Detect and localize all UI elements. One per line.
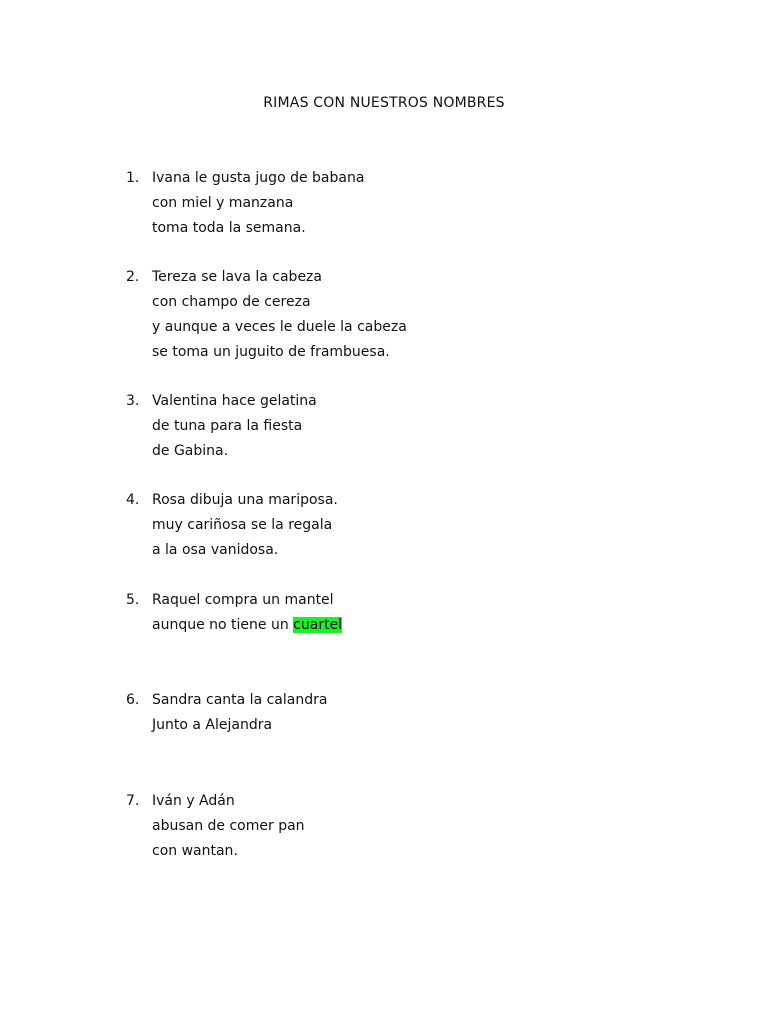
list-item	[126, 166, 646, 241]
list-item	[126, 265, 646, 365]
verse-line: abusan de comer pan	[152, 818, 305, 834]
item-number: 2.	[126, 269, 140, 285]
verse	[152, 265, 646, 365]
verse-line: toma toda la semana.	[152, 220, 306, 236]
verse	[152, 789, 646, 864]
verse	[152, 588, 646, 638]
verse-line: Sandra canta la calandra	[152, 692, 328, 708]
item-number: 1.	[126, 170, 140, 186]
verse-line	[152, 613, 646, 638]
verse-line: muy cariñosa se la regala	[152, 517, 333, 533]
list-item	[126, 488, 646, 563]
verse-line: Rosa dibuja una mariposa.	[152, 492, 338, 508]
verse-line: Iván y Adán	[152, 793, 235, 809]
page-title: RIMAS CON NUESTROS NOMBRES	[263, 95, 505, 111]
verse-line-text: aunque no tiene un	[152, 617, 294, 633]
verse-line: y aunque a veces le duele la cabeza	[152, 319, 407, 335]
verse-line: de tuna para la fiesta	[152, 418, 303, 434]
list-item	[126, 389, 646, 464]
item-number: 7.	[126, 793, 140, 809]
verse-line: se toma un juguito de frambuesa.	[152, 344, 390, 360]
verse-line: con champo de cereza	[152, 294, 311, 310]
verse-line: a la osa vanidosa.	[152, 542, 279, 558]
verse-line: de Gabina.	[152, 443, 229, 459]
item-number: 5.	[126, 592, 140, 608]
verse	[152, 166, 646, 241]
list-item	[126, 588, 646, 638]
verse	[152, 389, 646, 464]
verse-line: Junto a Alejandra	[152, 717, 273, 733]
verse	[152, 688, 646, 738]
verse-line: Raquel compra un mantel	[152, 592, 334, 608]
verse-line: Ivana le gusta jugo de babana	[152, 170, 365, 186]
item-number: 6.	[126, 692, 140, 708]
verse	[152, 488, 646, 563]
verse-line: con miel y manzana	[152, 195, 294, 211]
item-number: 3.	[126, 393, 140, 409]
verse-line: con wantan.	[152, 843, 238, 859]
verse-line: Tereza se lava la cabeza	[152, 269, 322, 285]
list-item	[126, 789, 646, 864]
list-item	[126, 688, 646, 738]
highlighted-word: cuartel	[293, 617, 343, 633]
verse-line: Valentina hace gelatina	[152, 393, 317, 409]
item-number: 4.	[126, 492, 140, 508]
